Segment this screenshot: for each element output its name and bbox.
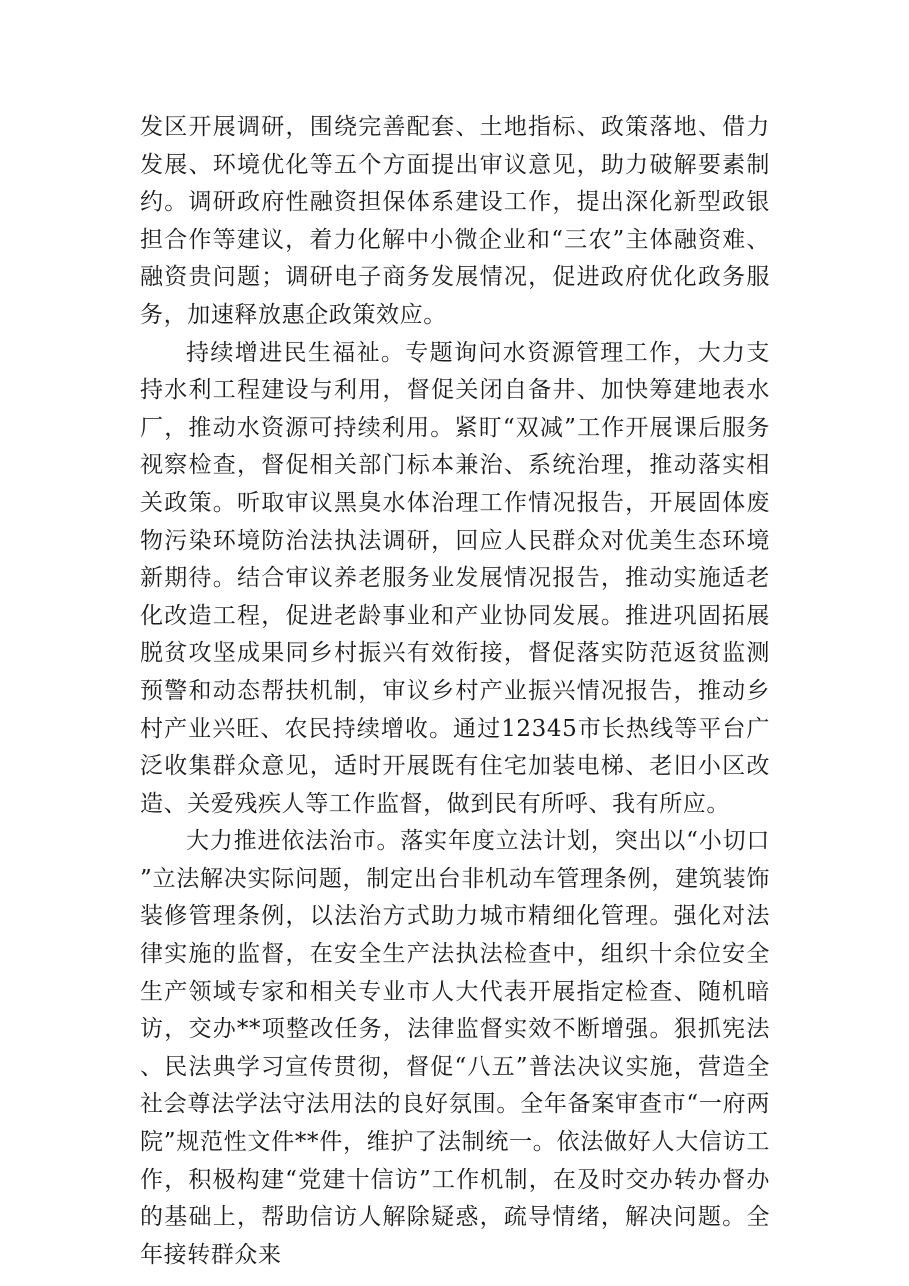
document-body	[140, 109, 770, 1274]
paragraph-continued: 发区开展调研，围绕完善配套、土地指标、政策落地、借力发展、环境优化等五个方面提出审议意见，助力破解要素制约。调研政府性融资担保体系建设工作，提出深化新型政银担合作等建议，着力化解中小微企业和“三农”主体融资难、融资贵问题；调研电子商务发展情况，促进政府优化政务服务，加速释放惠企政策效应。	[140, 114, 770, 328]
paragraph-rule-of-law: 大力推进依法治市。落实年度立法计划，突出以“小切口”立法解决实际问题，制定出台非机动车管理条例，建筑装饰装修管理条例，以法治方式助力城市精细化管理。强化对法律实施的监督，在安全生产法执法检查中，组织十余位安全生产领域专家和相关专业市人大代表开展指定检查、随机暗访，交办**项整改任务，法律监督实效不断增强。狠抓宪法、民法典学习宣传贯彻，督促“八五”普法决议实施，营造全社会尊法学法守法用法的良好氛围。全年备案审查市“一府两院”规范性文件**件，维护了法制统一。依法做好人大信访工作，积极构建“党建十信访”工作机制，在及时交办转办督办的基础上，帮助信访人解除疑惑，疏导情绪，解决问题。全年接转群众来	[140, 828, 770, 1268]
paragraph-livelihood: 持续增进民生福祉。专题询问水资源管理工作，大力支持水利工程建设与利用，督促关闭自备井、加快筹建地表水厂，推动水资源可持续利用。紧盯“双减”工作开展课后服务视察检查，督促相关部门标本兼治、系统治理，推动落实相关政策。听取审议黑臭水体治理工作情况报告，开展固体废物污染环境防治法执法调研，回应人民群众对优美生态环境新期待。结合审议养老服务业发展情况报告，推动实施适老化改造工程，促进老龄事业和产业协同发展。推进巩固拓展脱贫攻坚成果同乡村振兴有效衔接，督促落实防范返贫监测预警和动态帮扶机制，审议乡村产业振兴情况报告，推动乡村产业兴旺、农民持续增收。通过12345市长热线等平台广泛收集群众意见，适时开展既有住宅加装电梯、老旧小区改造、关爱残疾人等工作监督，做到民有所呼、我有所应。	[140, 339, 770, 817]
